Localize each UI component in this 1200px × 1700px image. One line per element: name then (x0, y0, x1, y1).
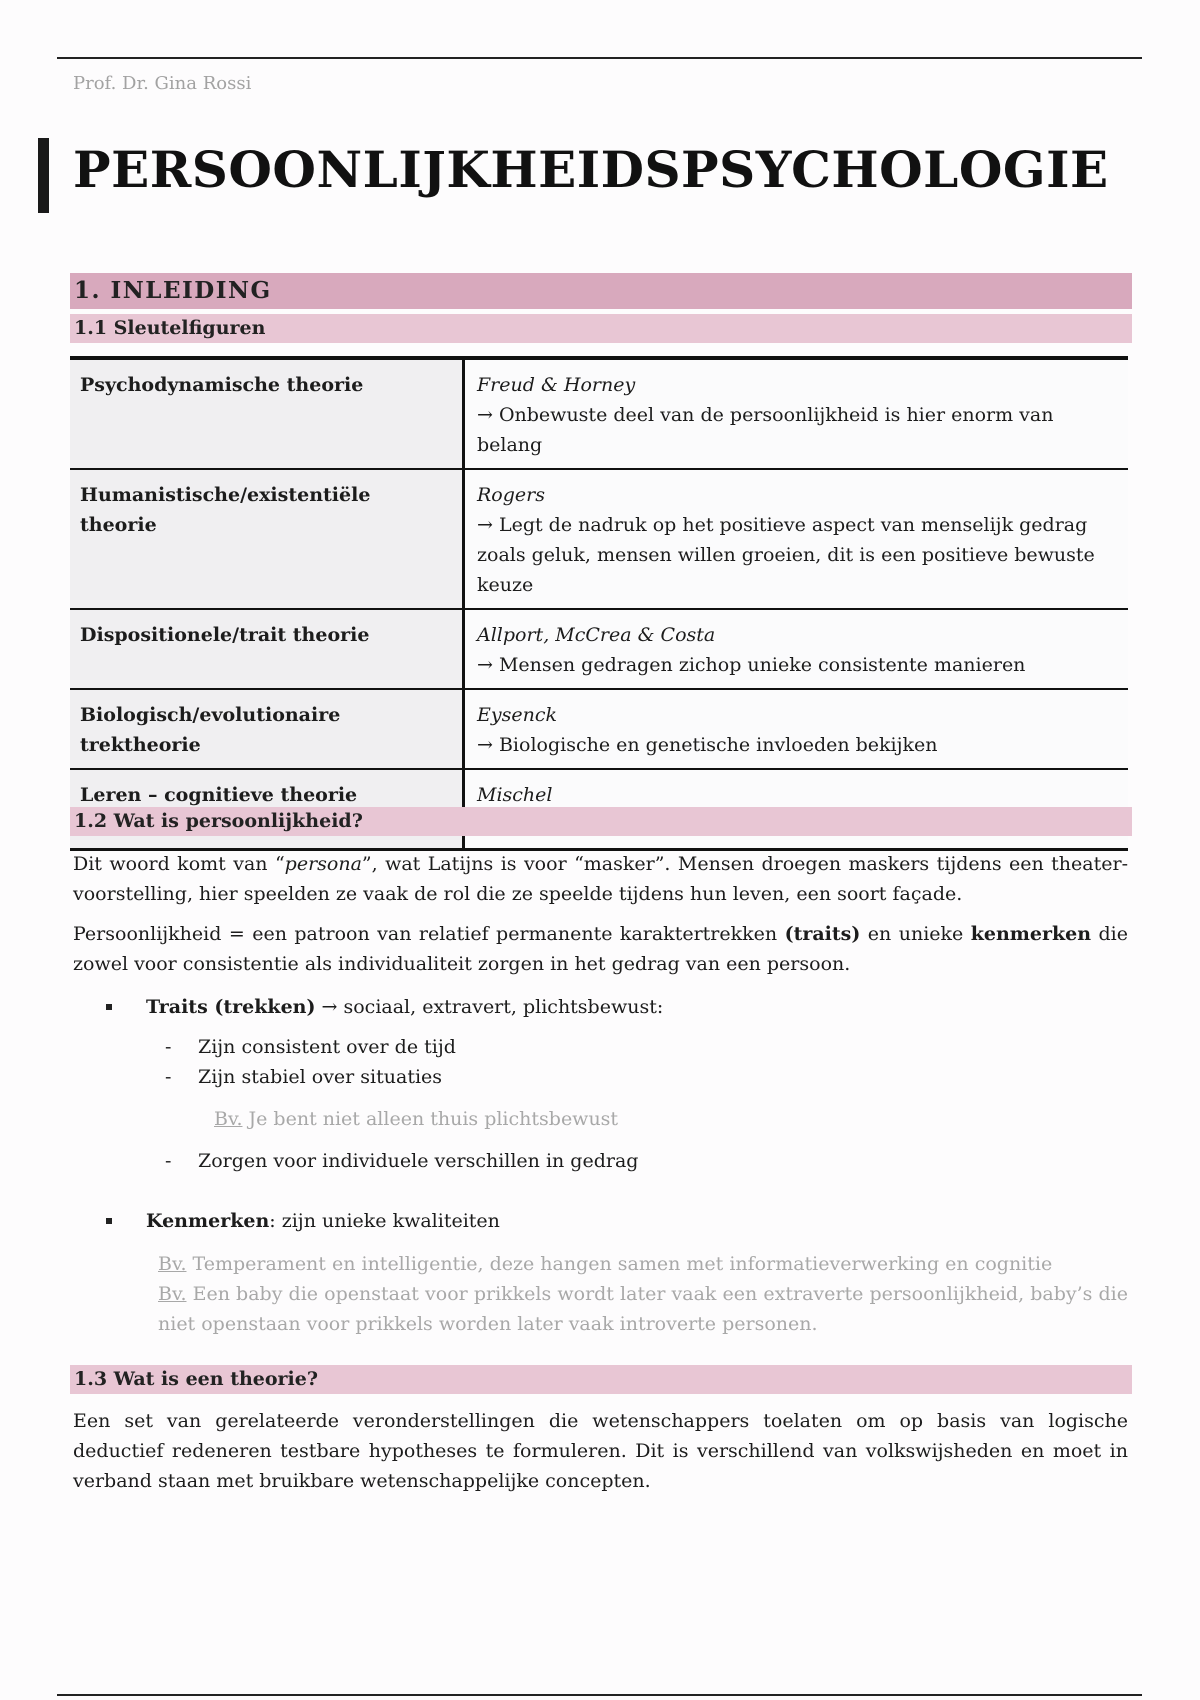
page-title: PERSOONLIJKHEIDSPSYCHOLOGIE (73, 140, 1109, 199)
emphasis-traits: (traits) (784, 923, 861, 945)
text: Persoonlijkheid = een patroon van relatief permanente karaktertrekken (73, 923, 785, 945)
figures-cell (464, 358, 1129, 469)
figures-cell (464, 689, 1129, 769)
dash-icon: - (165, 1066, 172, 1088)
text: Dit woord komt van “ (73, 853, 285, 875)
author-name: Prof. Dr. Gina Rossi (73, 73, 252, 94)
subsection-heading-persoonlijkheid (70, 807, 1132, 836)
bullet-icon (106, 1004, 112, 1010)
paragraph-definition (73, 919, 1128, 979)
subsection-heading-text: 1.2 Wat is persoonlijkheid? (74, 810, 363, 832)
list-item-text: Zorgen voor individuele verschillen in gedrag (198, 1150, 639, 1172)
traits-label: Traits (trekken) (146, 996, 316, 1018)
kenmerken-label: Kenmerken (146, 1210, 270, 1232)
top-rule (57, 57, 1142, 59)
dash-icon: - (165, 1036, 172, 1058)
text: die zowel voor consistentie als individualiteit zorgen in het gedrag van een persoon. (73, 923, 1129, 975)
title-accent-bar (38, 138, 49, 213)
example-marker: Bv. (214, 1108, 243, 1130)
theory-cell: Leren – cognitieve theorie (70, 769, 464, 850)
list-item-text: Zijn consistent over de tijd (198, 1036, 456, 1058)
example-text (214, 1104, 618, 1134)
bullet-icon (106, 1218, 112, 1224)
text: → sociaal, extravert, plichtsbewust: (315, 996, 664, 1018)
list-item-traits (108, 992, 663, 1022)
list-item-kenmerken (108, 1206, 500, 1236)
sub-list-item (165, 1062, 442, 1092)
table-row (70, 469, 1128, 609)
table-row (70, 358, 1128, 469)
emphasis-persona: persona (284, 853, 362, 875)
text: Je bent niet alleen thuis plichtsbewust (242, 1108, 619, 1130)
list-item-text: Zijn stabiel over situaties (198, 1066, 443, 1088)
example-marker: Bv. (158, 1253, 187, 1275)
table-row (70, 689, 1128, 769)
paragraph-theory: Een set van gerelateerde veronderstellingen die wetenschappers toelaten om op basis van logische deductief redeneren testbare hypotheses te formuleren. Dit is verschillend van volkswijsheden en moet in verband staan met bruikbare wetenschappelijke concepten. (73, 1410, 1128, 1492)
dash-icon: - (165, 1150, 172, 1172)
theory-description: → Legt de nadruk op het positieve aspect van menselijk gedrag zoals geluk, mensen willen groeien, dit is een positieve bewuste keuze (477, 514, 1095, 596)
sub-list-item (165, 1146, 638, 1176)
text: : zijn unieke kwaliteiten (269, 1210, 500, 1232)
example-marker: Bv. (158, 1283, 187, 1305)
theory-cell: Psychodynamische theorie (70, 358, 464, 469)
paragraph-persona (73, 849, 1128, 909)
key-figures-table (70, 356, 1128, 851)
subsection-heading-theorie (70, 1365, 1132, 1394)
text: Temperament en intelligentie, deze hangen samen met informatieverwerking en cognitie (186, 1253, 1053, 1275)
text: ”, wat Latijns is voor “masker”. Mensen droegen maskers tijdens een theater-voorstelling, hier speelden ze vaak de rol die ze speelde tijdens hun leven, een soort façade. (73, 853, 1129, 905)
figures-cell (464, 609, 1129, 689)
theory-cell: Dispositionele/trait theorie (70, 609, 464, 689)
theory-description: → Onbewuste deel van de persoonlijkheid is hier enorm van belang (477, 404, 1054, 456)
emphasis-kenmerken: kenmerken (970, 923, 1092, 945)
theorist-names: Rogers (477, 484, 545, 506)
text: en unieke (860, 923, 971, 945)
theorist-names: Mischel (477, 784, 553, 806)
subsection-heading-text: 1.3 Wat is een theorie? (74, 1368, 318, 1390)
section-heading-text: 1. INLEIDING (74, 277, 272, 304)
bottom-rule (57, 1694, 1142, 1696)
section-heading-inleiding (70, 273, 1132, 309)
theory-description: → Mensen gedragen zichop unieke consistente manieren (477, 654, 1026, 676)
subsection-heading-sleutelfiguren (70, 314, 1132, 343)
theory-cell: Biologisch/evolutionaire trektheorie (70, 689, 464, 769)
example-text (158, 1279, 1128, 1339)
theorist-names: Freud & Horney (477, 374, 636, 396)
figures-cell (464, 469, 1129, 609)
theorist-names: Allport, McCrea & Costa (477, 624, 716, 646)
example-text (158, 1249, 1128, 1279)
theorist-names: Eysenck (477, 704, 557, 726)
subsection-heading-text: 1.1 Sleutelfiguren (74, 317, 266, 339)
theory-cell: Humanistische/existentiële theorie (70, 469, 464, 609)
theory-description: → Biologische en genetische invloeden bekijken (477, 734, 938, 756)
text: Een baby die openstaat voor prikkels wordt later vaak een extraverte persoonlijkheid, baby’s die niet openstaan voor prikkels worden later vaak introverte personen. (158, 1283, 1128, 1335)
table-row (70, 609, 1128, 689)
sub-list-item (165, 1032, 456, 1062)
